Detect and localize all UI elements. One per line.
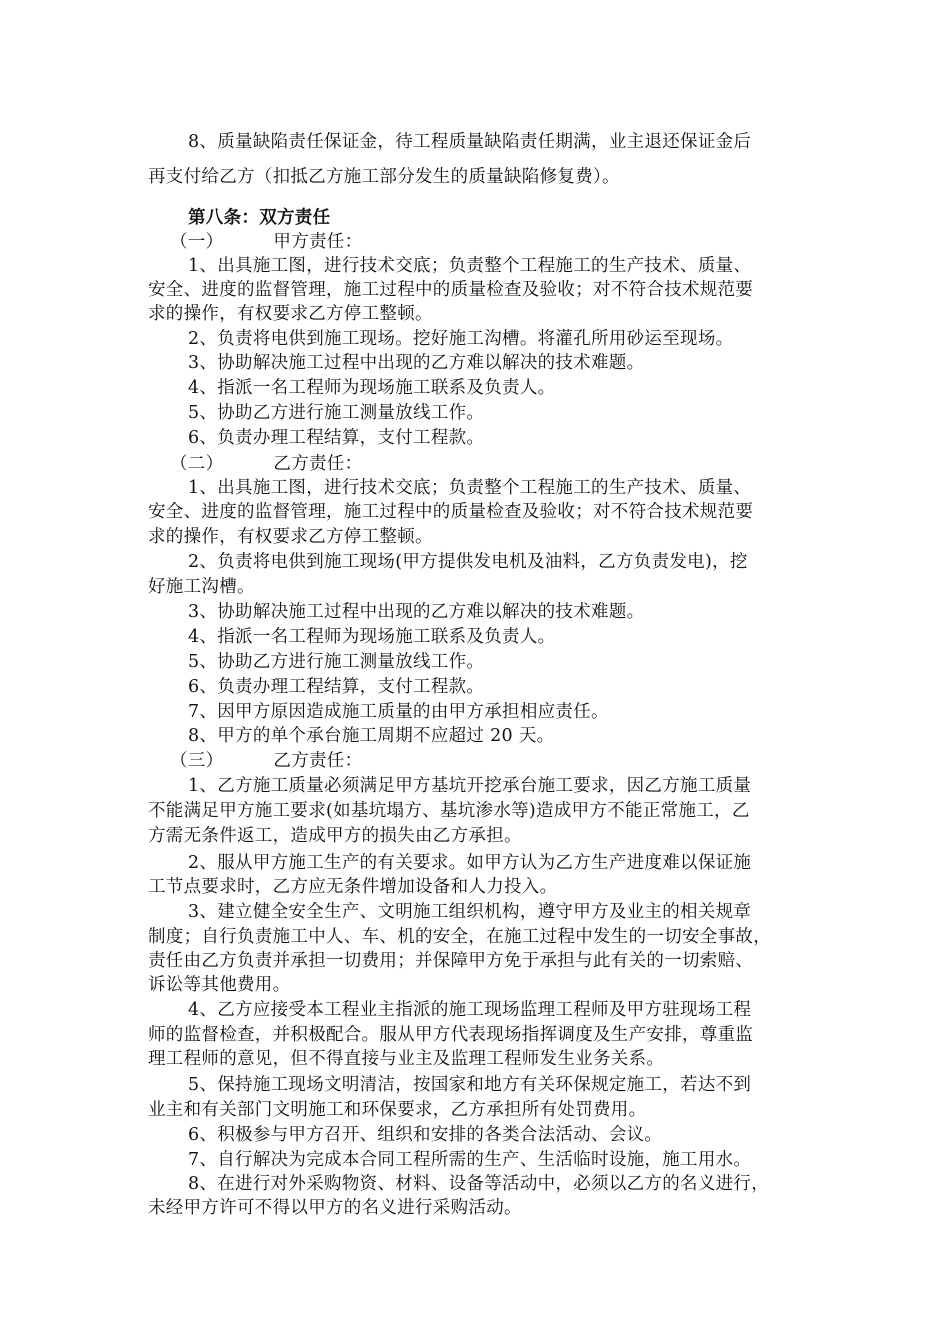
paragraph-line: 2、负责将电供到施工现场。挖好施工沟槽。将灌孔所用砂运至现场。 bbox=[188, 329, 734, 349]
paragraph-line: 诉讼等其他费用。 bbox=[148, 975, 291, 995]
paragraph-line: 1、出具施工图，进行技术交底；负责整个工程施工的生产技术、质量、 bbox=[188, 256, 752, 276]
paragraph-line: 未经甲方许可不得以甲方的名义进行采购活动。 bbox=[148, 1198, 522, 1218]
paragraph-line: 6、负责办理工程结算，支付工程款。 bbox=[188, 677, 485, 697]
paragraph-line: 5、协助乙方进行施工测量放线工作。 bbox=[188, 652, 485, 672]
paragraph-line: 1、出具施工图，进行技术交底；负责整个工程施工的生产技术、质量、 bbox=[188, 478, 752, 498]
paragraph-line: 求的操作，有权要求乙方停工整顿。 bbox=[148, 527, 433, 547]
paragraph-line: 4、乙方应接受本工程业主指派的施工现场监理工程师及甲方驻现场工程 bbox=[188, 1000, 752, 1020]
paragraph-line: 7、自行解决为完成本合同工程所需的生产、生活临时设施，施工用水。 bbox=[188, 1150, 752, 1170]
paragraph-line: 6、负责办理工程结算，支付工程款。 bbox=[188, 428, 485, 448]
paragraph-line: 3、建立健全安全生产、文明施工组织机构，遵守甲方及业主的相关规章 bbox=[188, 902, 752, 922]
paragraph-line: 4、指派一名工程师为现场施工联系及负责人。 bbox=[188, 378, 556, 398]
paragraph-line: 8、甲方的单个承台施工周期不应超过 20 天。 bbox=[188, 726, 555, 746]
paragraph-line: 安全、进度的监督管理，施工过程中的质量检查及验收；对不符合技术规范要 bbox=[148, 502, 754, 522]
paragraph-line: 6、积极参与甲方召开、组织和安排的各类合法活动、会议。 bbox=[188, 1125, 663, 1145]
paragraph-line: 1、乙方施工质量必须满足甲方基坑开挖承台施工要求，因乙方施工质量 bbox=[188, 776, 752, 796]
paragraph-line: 5、保持施工现场文明清洁，按国家和地方有关环保规定施工，若达不到 bbox=[188, 1075, 752, 1095]
paragraph-line: 业主和有关部门文明施工和环保要求，乙方承担所有处罚费用。 bbox=[148, 1100, 647, 1120]
subsection-heading: （二） 乙方责任： bbox=[170, 454, 363, 474]
paragraph-line: 2、服从甲方施工生产的有关要求。如甲方认为乙方生产进度难以保证施 bbox=[188, 853, 752, 873]
subsection-heading: （三） 乙方责任： bbox=[170, 751, 363, 771]
paragraph-line: 好施工沟槽。 bbox=[148, 577, 255, 597]
paragraph-line: 不能满足甲方施工要求(如基坑塌方、基坑渗水等)造成甲方不能正常施工，乙 bbox=[148, 801, 750, 821]
paragraph-line: 4、指派一名工程师为现场施工联系及负责人。 bbox=[188, 627, 556, 647]
paragraph-line: 方需无条件返工，造成甲方的损失由乙方承担。 bbox=[148, 826, 522, 846]
paragraph-line: 安全、进度的监督管理，施工过程中的质量检查及验收；对不符合技术规范要 bbox=[148, 280, 754, 300]
paragraph-line: 8、在进行对外采购物资、材料、设备等活动中，必须以乙方的名义进行， bbox=[188, 1174, 770, 1194]
paragraph-line: 师的监督检查，并积极配合。服从甲方代表现场指挥调度及生产安排，尊重监 bbox=[148, 1025, 754, 1045]
paragraph-line: 求的操作，有权要求乙方停工整顿。 bbox=[148, 304, 433, 324]
paragraph-line: 2、负责将电供到施工现场(甲方提供发电机及油料，乙方负责发电)，挖 bbox=[188, 552, 748, 572]
paragraph-line: 理工程师的意见，但不得直接与业主及监理工程师发生业务关系。 bbox=[148, 1049, 665, 1069]
paragraph-line: 3、协助解决施工过程中出现的乙方难以解决的技术难题。 bbox=[188, 602, 645, 622]
paragraph-line: 7、因甲方原因造成施工质量的由甲方承担相应责任。 bbox=[188, 702, 609, 722]
paragraph-line: 8、质量缺陷责任保证金，待工程质量缺陷责任期满，业主退还保证金后 bbox=[188, 132, 752, 152]
paragraph-line: 3、协助解决施工过程中出现的乙方难以解决的技术难题。 bbox=[188, 353, 645, 373]
paragraph-line: 责任由乙方负责并承担一切费用；并保障甲方免于承担与此有关的一切索赔、 bbox=[148, 951, 754, 971]
paragraph-line: 5、协助乙方进行施工测量放线工作。 bbox=[188, 403, 485, 423]
paragraph-line: 再支付给乙方（扣抵乙方施工部分发生的质量缺陷修复费）。 bbox=[148, 167, 620, 187]
paragraph-line: 制度；自行负责施工中人、车、机的安全，在施工过程中发生的一切安全事故， bbox=[148, 927, 771, 947]
section-heading: 第八条：双方责任 bbox=[188, 208, 331, 228]
subsection-heading: （一） 甲方责任： bbox=[170, 232, 363, 252]
paragraph-line: 工节点要求时，乙方应无条件增加设备和人力投入。 bbox=[148, 877, 558, 897]
